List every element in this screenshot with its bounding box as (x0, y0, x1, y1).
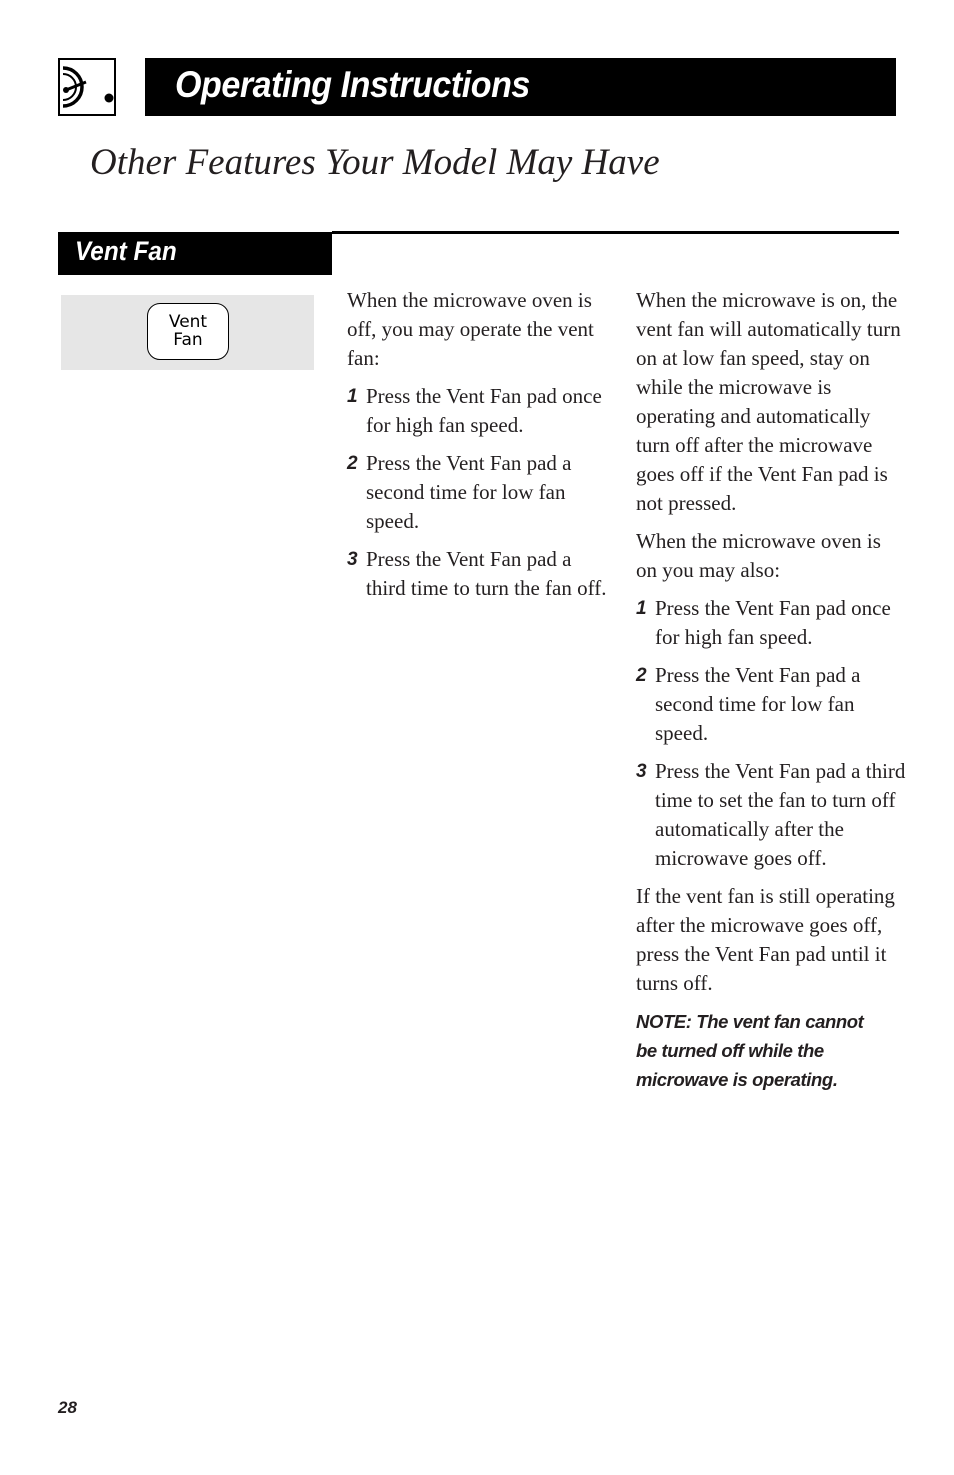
step-number: 1 (636, 598, 647, 619)
step-text: Press the Vent Fan pad a third time to set the fan to turn off automatically after the microwave goes off. (655, 759, 906, 870)
vent-fan-pad-label-line2: Fan (173, 330, 203, 350)
step-text: Press the Vent Fan pad a second time for low fan speed. (655, 663, 861, 745)
header-bar (145, 58, 896, 116)
cooking-dial-icon (58, 58, 116, 116)
right-step-1 (636, 594, 906, 652)
vent-fan-pad-label-line1: Vent (168, 312, 208, 332)
vent-fan-pad-illustration (61, 295, 314, 370)
section-header (58, 232, 332, 275)
page-header-title: Operating Instructions (175, 64, 530, 105)
right-column (636, 286, 906, 1094)
right-intro: When the microwave is on, the vent fan will automatically turn on at low fan speed, stay on while the microwave is operating and automatically turn off after the microwave goes off if the Vent Fan pad is not pressed. (636, 288, 901, 515)
step-number: 2 (347, 453, 358, 474)
section-rule (332, 231, 899, 234)
left-step-1 (347, 382, 609, 440)
section-title: Vent Fan (75, 236, 177, 266)
left-intro: When the microwave oven is off, you may operate the vent fan: (347, 288, 594, 370)
step-text: Press the Vent Fan pad once for high fan speed. (655, 596, 891, 649)
step-text: Press the Vent Fan pad a third time to turn the fan off. (366, 547, 607, 600)
step-number: 3 (347, 549, 358, 570)
right-intro-2: When the microwave oven is on you may also: (636, 529, 881, 582)
step-text: Press the Vent Fan pad a second time for low fan speed. (366, 451, 572, 533)
right-step-2 (636, 661, 906, 748)
step-number: 1 (347, 386, 358, 407)
left-column (347, 286, 609, 612)
right-step-3 (636, 757, 906, 873)
left-step-2 (347, 449, 609, 536)
step-number: 3 (636, 761, 647, 782)
right-outro: If the vent fan is still operating after the microwave goes off, press the Vent Fan pad until it turns off. (636, 884, 895, 995)
page-number: 28 (58, 1398, 77, 1417)
step-text: Press the Vent Fan pad once for high fan speed. (366, 384, 602, 437)
step-number: 2 (636, 665, 647, 686)
left-step-3 (347, 545, 609, 603)
vent-fan-pad (147, 303, 229, 360)
page-subtitle: Other Features Your Model May Have (90, 142, 660, 183)
note-text: NOTE: The vent fan cannot be turned off while the microwave is operating. (636, 1011, 864, 1090)
